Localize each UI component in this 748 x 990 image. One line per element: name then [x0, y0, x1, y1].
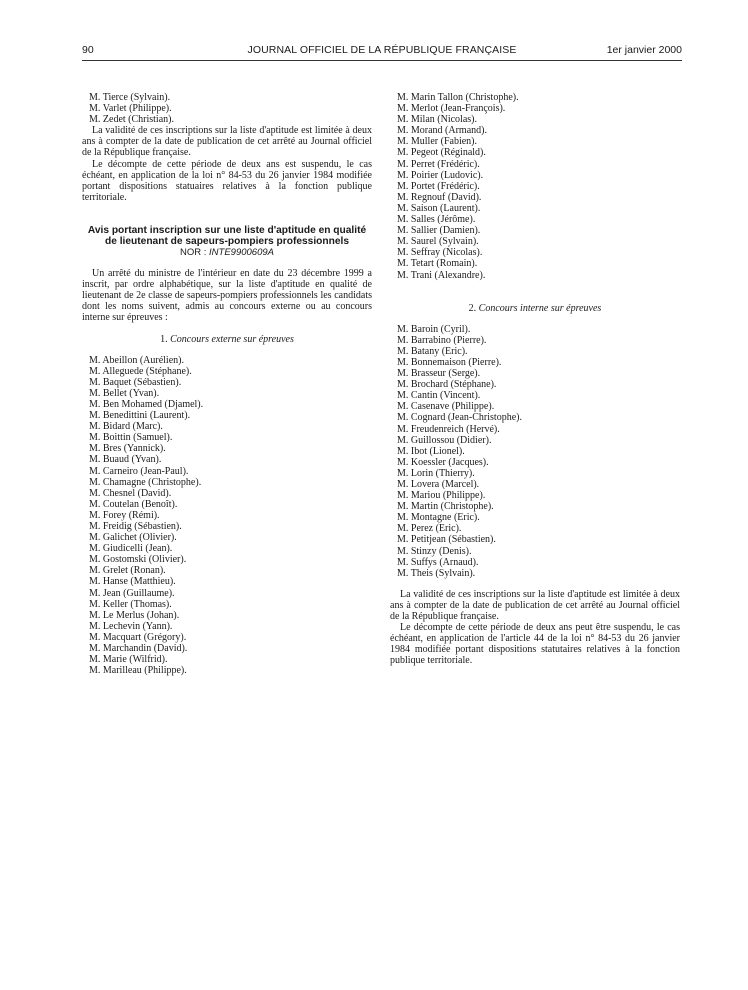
name-entry: M. Muller (Fabien).	[397, 136, 477, 148]
name-entry: M. Theis (Sylvain).	[397, 567, 476, 579]
name-entry: M. Marilleau (Philippe).	[89, 665, 187, 677]
name-entry: M. Barrabino (Pierre).	[397, 334, 487, 346]
name-entry: M. Saison (Laurent).	[397, 202, 481, 214]
body-paragraph: La validité de ces inscriptions sur la liste d'aptitude est limitée à deux ans à compter de la date de publication de cet arrêté au Journal officiel de la République française.	[82, 125, 372, 159]
header-rule	[82, 60, 682, 61]
name-entry: M. Brasseur (Serge).	[397, 368, 481, 380]
name-entry: M. Boittin (Samuel).	[89, 432, 173, 444]
section-1-title: Concours externe sur épreuves	[170, 333, 294, 345]
notice-title: Avis portant inscription sur une liste d'aptitude en qualité de lieutenant de sapeurs-pompiers professionnels	[87, 224, 367, 247]
name-entry: M. Marin Tallon (Christophe).	[397, 92, 519, 103]
name-entry: M. Batany (Eric).	[397, 345, 468, 357]
section-2-number: 2.	[468, 302, 477, 314]
page-number: 90	[82, 44, 94, 56]
nor-label: NOR :	[180, 246, 207, 258]
name-entry: M. Montagne (Eric).	[397, 512, 480, 524]
name-entry: M. Casenave (Philippe).	[397, 401, 495, 413]
name-entry: M. Baroin (Cyril).	[397, 323, 471, 335]
name-entry: M. Le Merlus (Johan).	[89, 609, 180, 621]
name-entry: M. Salles (Jérôme).	[397, 214, 476, 226]
name-entry: M. Seffray (Nicolas).	[397, 247, 483, 259]
name-entry: M. Lorin (Thierry).	[397, 467, 475, 479]
name-entry: M. Keller (Thomas).	[89, 598, 172, 610]
name-entry: M. Chamagne (Christophe).	[89, 476, 202, 488]
name-entry: M. Cognard (Jean-Christophe).	[397, 412, 522, 424]
page-header	[82, 44, 682, 58]
name-entry: M. Macquart (Grégory).	[89, 631, 187, 643]
section-2-title: Concours interne sur épreuves	[478, 302, 602, 314]
name-entry: M. Baquet (Sébastien).	[89, 376, 182, 388]
name-entry: M. Poirier (Ludovic).	[397, 169, 484, 181]
section-1-continued-name-list	[390, 92, 680, 281]
right-column	[390, 92, 680, 667]
name-entry: M. Regnouf (David).	[397, 191, 482, 203]
name-entry: M. Freidig (Sébastien).	[89, 521, 182, 532]
name-entry: M. Buaud (Yvan).	[89, 454, 162, 466]
body-paragraph: Le décompte de cette période de deux ans est suspendu, le cas échéant, en application de la loi n° 84-53 du 26 janvier 1984 modifiée portant dispositions statuaires relatives à la fonction publique territoriale.	[82, 158, 372, 203]
section-1-heading	[82, 334, 372, 345]
nor-code: INTE9900609A	[209, 246, 274, 258]
name-entry: M. Perez (Eric).	[397, 523, 462, 535]
name-entry: M. Guillossou (Didier).	[397, 434, 492, 446]
name-entry: M. Perret (Frédéric).	[397, 158, 480, 170]
name-entry: M. Morand (Armand).	[397, 125, 487, 137]
name-entry: M. Petitjean (Sébastien).	[397, 534, 496, 546]
name-entry: M. Forey (Rémi).	[89, 509, 160, 521]
journal-title: JOURNAL OFFICIEL DE LA RÉPUBLIQUE FRANÇAISE	[247, 44, 517, 56]
name-entry: M. Pegeot (Réginald).	[397, 147, 486, 159]
name-entry: M. Lechevin (Yann).	[89, 620, 173, 632]
name-entry: M. Koessler (Jacques).	[397, 456, 489, 468]
name-entry: M. Giudicelli (Jean).	[89, 543, 173, 555]
name-entry: M. Mariou (Philippe).	[397, 490, 486, 502]
name-entry: M. Merlot (Jean-François).	[397, 103, 506, 115]
name-entry: M. Marchandin (David).	[89, 643, 188, 655]
name-entry: M. Benedittini (Laurent).	[89, 410, 191, 422]
name-entry: M. Gostomski (Olivier).	[89, 554, 187, 566]
name-entry: M. Grelet (Ronan).	[89, 565, 166, 577]
name-entry: M. Zedet (Christian).	[89, 114, 174, 126]
name-entry: M. Stinzy (Denis).	[397, 545, 472, 557]
name-entry: M. Bellet (Yvan).	[89, 387, 160, 399]
name-entry: M. Galichet (Olivier).	[89, 532, 177, 544]
section-2-name-list	[390, 324, 680, 579]
name-entry: M. Sallier (Damien).	[397, 225, 481, 237]
issue-date: 1er janvier 2000	[606, 44, 682, 56]
name-entry: M. Hanse (Matthieu).	[89, 576, 176, 588]
closing-paragraphs	[390, 589, 680, 667]
name-entry: M. Freudenreich (Hervé).	[397, 423, 500, 435]
intro-paragraph: Un arrêté du ministre de l'intérieur en date du 23 décembre 1999 a inscrit, par ordre alphabétique, sur la liste d'aptitude en qualité de lieutenant de 2e classe de sapeurs-pompiers professionnels les candidats dont les noms suivent, admis au concours externe ou au concours interne sur épreuves :	[82, 268, 372, 324]
name-entry: M. Milan (Nicolas).	[397, 114, 477, 126]
name-entry: M. Bidard (Marc).	[89, 421, 163, 433]
name-entry: M. Portet (Frédéric).	[397, 180, 480, 192]
name-entry: M. Martin (Christophe).	[397, 501, 494, 513]
name-entry: M. Cantin (Vincent).	[397, 390, 481, 402]
left-column	[82, 92, 372, 676]
name-entry: M. Ibot (Lionel).	[397, 445, 465, 457]
name-entry: M. Varlet (Philippe).	[89, 103, 172, 115]
name-entry: M. Abeillon (Aurélien).	[89, 354, 184, 366]
name-entry: M. Suffys (Arnaud).	[397, 556, 479, 568]
name-entry: M. Bres (Yannick).	[89, 443, 166, 455]
name-entry: M. Marie (Wilfrid).	[89, 654, 168, 666]
section-1-number: 1.	[160, 333, 168, 345]
name-entry: M. Ben Mohamed (Djamel).	[89, 398, 204, 410]
carryover-name-list	[82, 92, 372, 125]
name-entry: M. Alleguede (Stéphane).	[89, 365, 192, 377]
name-entry: M. Coutelan (Benoît).	[89, 498, 178, 510]
name-entry: M. Brochard (Stéphane).	[397, 379, 497, 391]
carryover-paragraphs	[82, 125, 372, 203]
nor-reference	[82, 247, 372, 258]
name-entry: M. Tierce (Sylvain).	[89, 92, 171, 103]
body-paragraph: La validité de ces inscriptions sur la liste d'aptitude est limitée à deux ans à compter de la date de publication de cet arrêté au Journal officiel de la République française.	[390, 588, 680, 623]
name-entry: M. Carneiro (Jean-Paul).	[89, 465, 189, 477]
name-entry: M. Saurel (Sylvain).	[397, 236, 479, 248]
section-2-heading	[390, 303, 680, 314]
section-1-name-list	[82, 355, 372, 677]
name-entry: M. Trani (Alexandre).	[397, 269, 486, 281]
name-entry: M. Jean (Guillaume).	[89, 587, 175, 599]
name-entry: M. Chesnel (David).	[89, 487, 172, 499]
name-entry: M. Bonnemaison (Pierre).	[397, 356, 502, 368]
name-entry: M. Tetart (Romain).	[397, 258, 478, 270]
name-entry: M. Lovera (Marcel).	[397, 479, 480, 490]
body-paragraph: Le décompte de cette période de deux ans peut être suspendu, le cas échéant, en application de l'article 44 de la loi n° 84-53 du 26 janvier 1984 modifiée portant dispositions statutaires relatives à la fonction publique territoriale.	[390, 622, 680, 667]
